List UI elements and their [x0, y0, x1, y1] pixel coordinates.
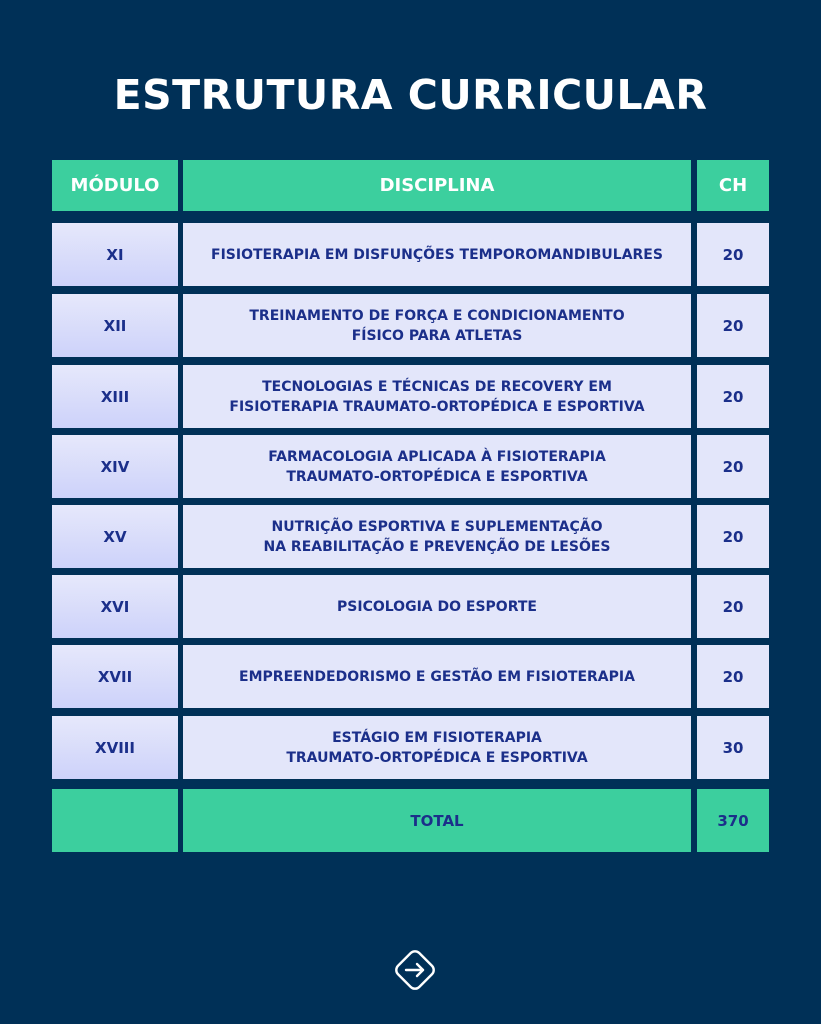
row-discipline: TREINAMENTO DE FORÇA E CONDICIONAMENTO FÍSICO PARA ATLETAS [183, 294, 691, 357]
row-hours: 20 [697, 505, 769, 568]
row-module: XII [52, 294, 178, 357]
row-module: XVI [52, 575, 178, 638]
row-module: XV [52, 505, 178, 568]
total-label: TOTAL [183, 789, 691, 852]
row-discipline: NUTRIÇÃO ESPORTIVA E SUPLEMENTAÇÃO NA REABILITAÇÃO E PREVENÇÃO DE LESÕES [183, 505, 691, 568]
total-module-cell [52, 789, 178, 852]
header-module: MÓDULO [52, 160, 178, 211]
header-hours: CH [697, 160, 769, 211]
row-discipline: FARMACOLOGIA APLICADA À FISIOTERAPIA TRAUMATO-ORTOPÉDICA E ESPORTIVA [183, 435, 691, 498]
row-hours: 20 [697, 365, 769, 428]
row-discipline: TECNOLOGIAS E TÉCNICAS DE RECOVERY EM FISIOTERAPIA TRAUMATO-ORTOPÉDICA E ESPORTIVA [183, 365, 691, 428]
row-hours: 20 [697, 294, 769, 357]
arrow-right-icon [389, 944, 441, 996]
header-discipline: DISCIPLINA [183, 160, 691, 211]
row-module: XIII [52, 365, 178, 428]
row-module: XI [52, 223, 178, 286]
row-hours: 20 [697, 575, 769, 638]
page-title: ESTRUTURA CURRICULAR [113, 71, 708, 119]
row-hours: 30 [697, 716, 769, 779]
row-discipline: PSICOLOGIA DO ESPORTE [183, 575, 691, 638]
row-discipline: EMPREENDEDORISMO E GESTÃO EM FISIOTERAPIA [183, 645, 691, 708]
next-button[interactable] [389, 944, 441, 996]
total-hours: 370 [697, 789, 769, 852]
row-hours: 20 [697, 645, 769, 708]
row-module: XVII [52, 645, 178, 708]
row-discipline: FISIOTERAPIA EM DISFUNÇÕES TEMPOROMANDIBULARES [183, 223, 691, 286]
row-module: XVIII [52, 716, 178, 779]
row-hours: 20 [697, 223, 769, 286]
row-hours: 20 [697, 435, 769, 498]
row-module: XIV [52, 435, 178, 498]
row-discipline: ESTÁGIO EM FISIOTERAPIA TRAUMATO-ORTOPÉDICA E ESPORTIVA [183, 716, 691, 779]
